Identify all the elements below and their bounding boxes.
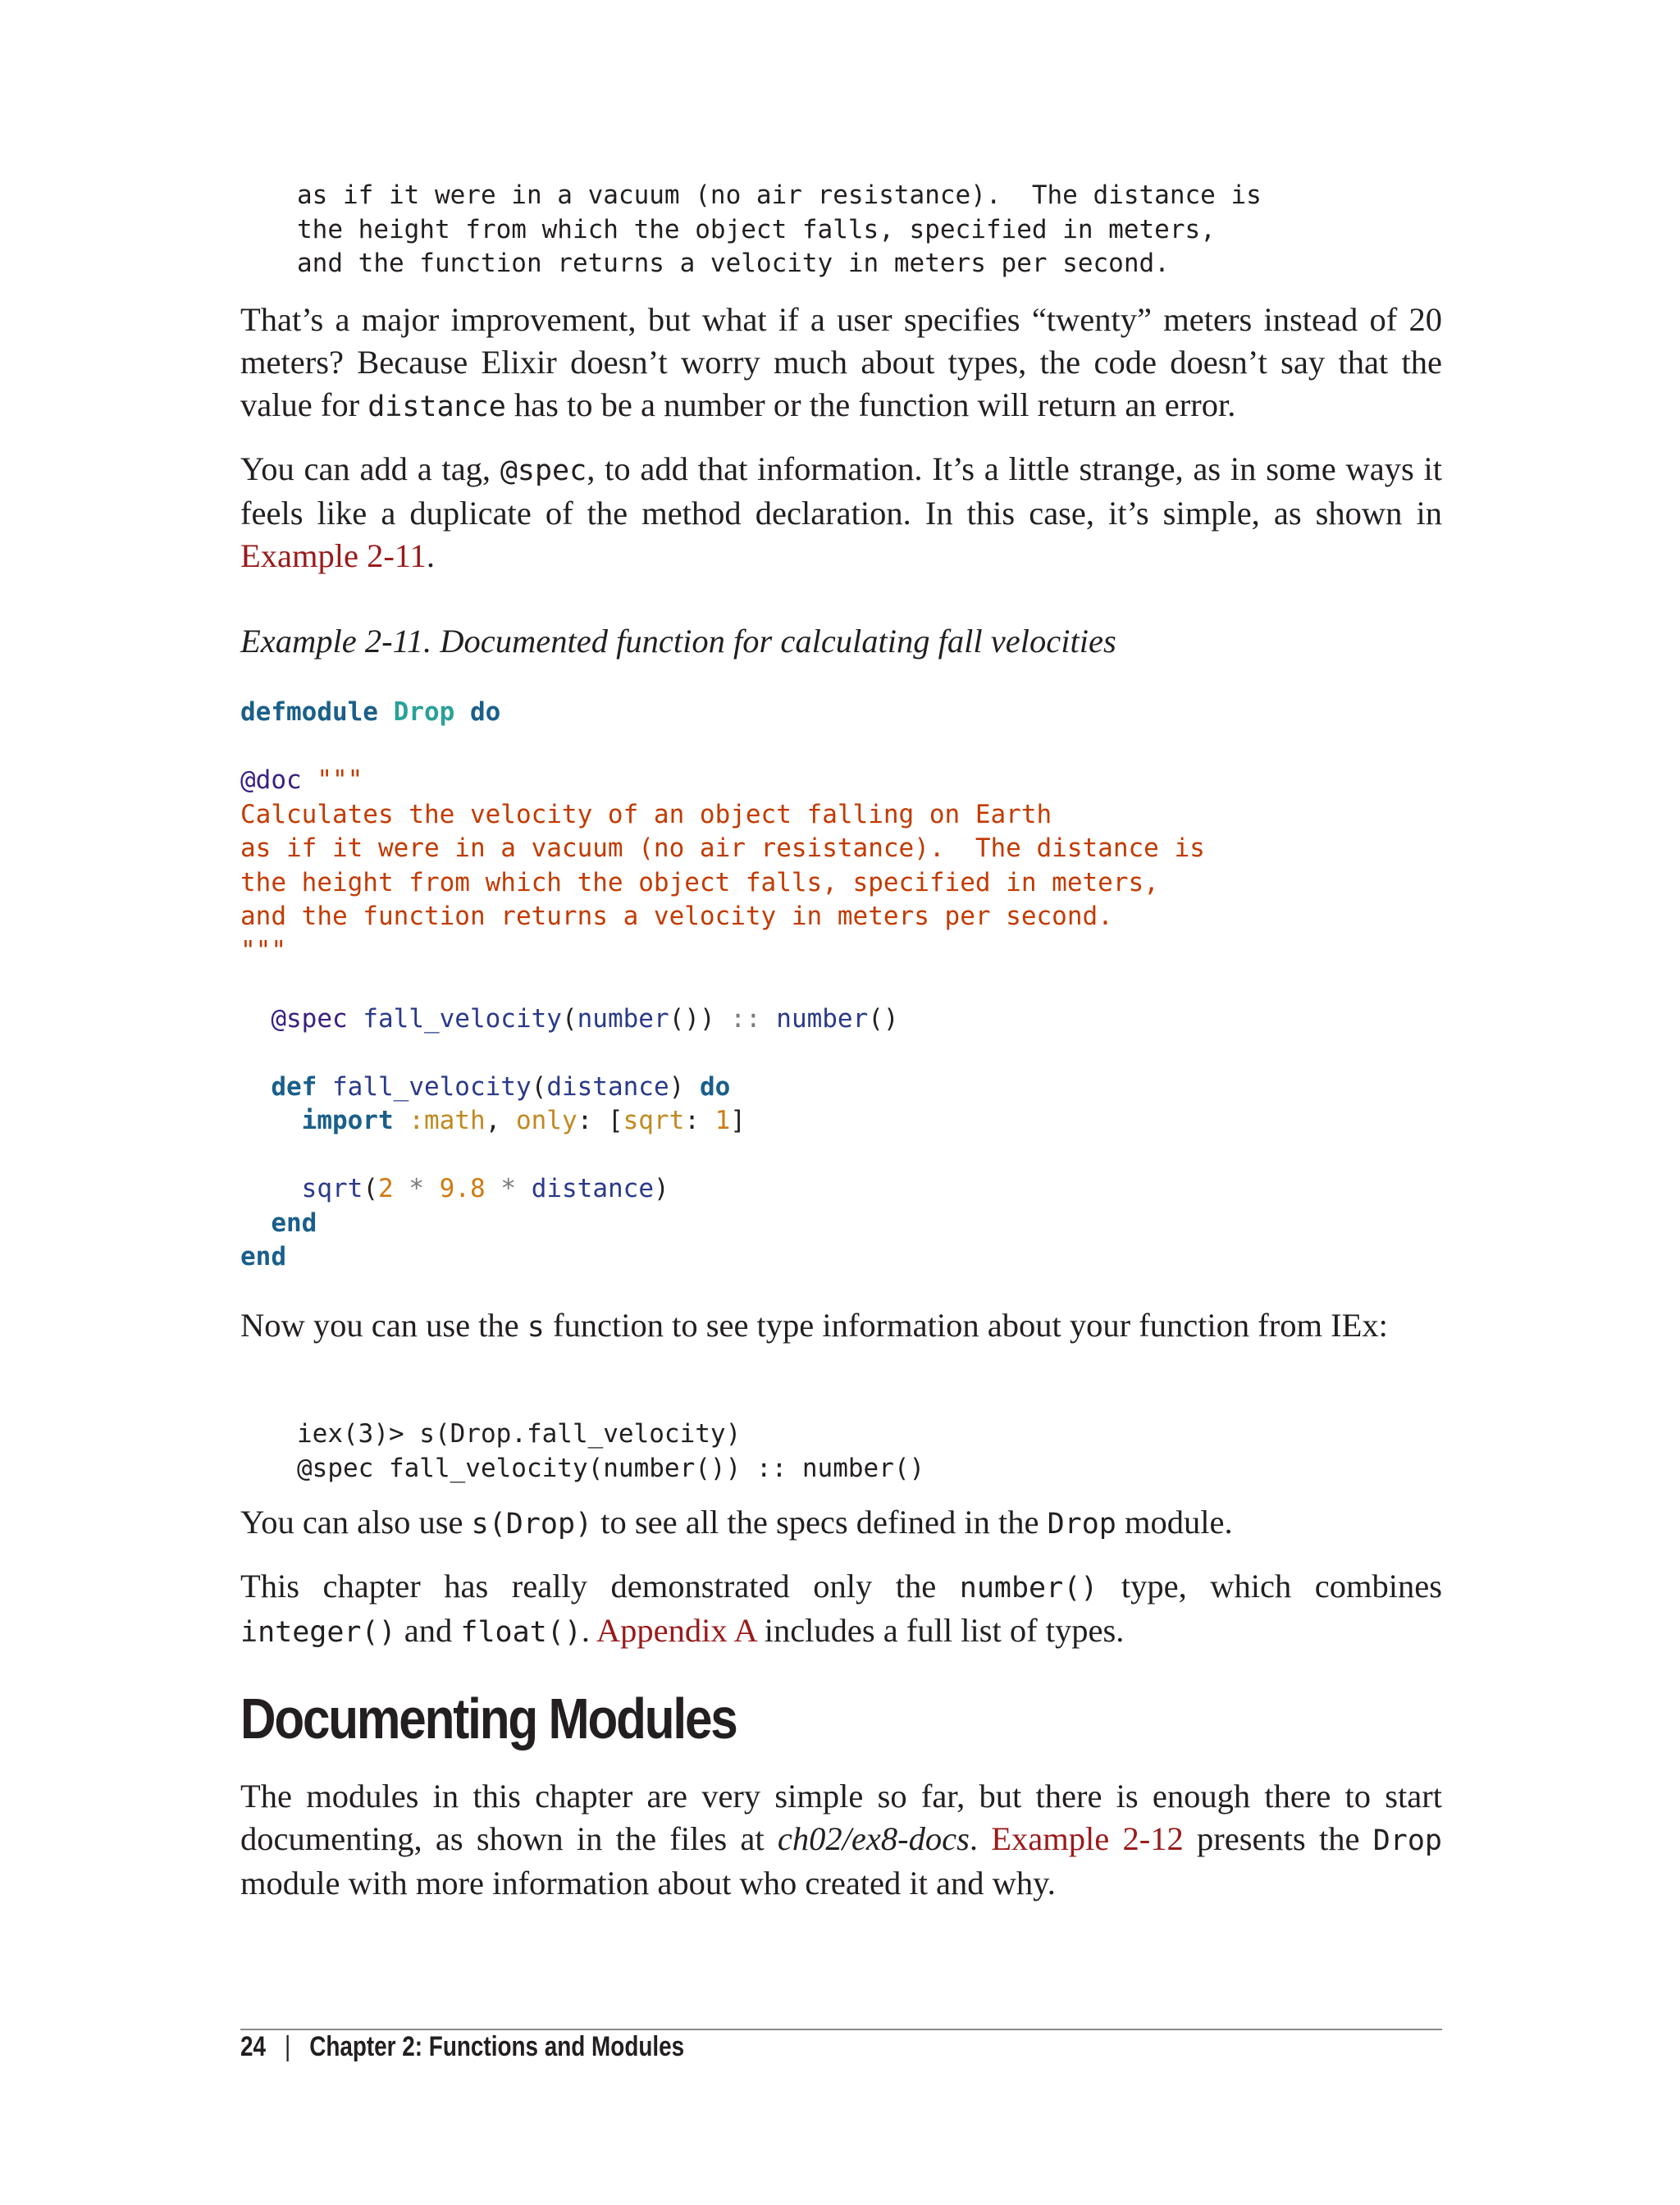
doc-line: the height from which the object falls, specified in meters,: [240, 867, 1159, 897]
function-name: sqrt: [301, 1174, 363, 1203]
text: module with more information about who created it and why.: [240, 1865, 1056, 1901]
inline-code: number(): [959, 1572, 1098, 1605]
operator: *: [409, 1174, 424, 1203]
keyword: defmodule: [240, 697, 378, 727]
variable: distance: [531, 1174, 654, 1203]
inline-code: distance: [368, 390, 506, 423]
code-example-2-11: defmodule Drop do @doc """ Calculates the velocity of an object falling on Earth as if it were in a vacuum (no air resistance). The distance is the height from which the object falls, specified in meters, and the function returns a velocity in meters per second. """ @spec fall_velocity(number()) :: number() def fall_velocity(distance) do import :math, only: [sqrt: 1] sqrt(2 * 9.8 * distance) end end: [240, 697, 1205, 1271]
operator: *: [500, 1174, 517, 1203]
inline-code: integer(): [240, 1616, 396, 1649]
text: function to see type information about your function from IEx:: [544, 1307, 1388, 1344]
text: and: [395, 1612, 461, 1649]
text: type, which combines: [1098, 1568, 1442, 1605]
spec-attribute: @spec: [271, 1003, 348, 1034]
keyword: end: [271, 1208, 317, 1238]
text: You can add a tag,: [240, 450, 500, 487]
keyword: do: [469, 697, 501, 727]
keyword: import: [301, 1106, 394, 1135]
page-footer: [240, 2026, 684, 2067]
code-line: as if it were in a vacuum (no air resistance). The distance is: [297, 180, 1262, 210]
doc-delimiter: """: [240, 935, 286, 966]
example-caption: Example 2-11. Documented function for calculating fall velocities: [240, 623, 1116, 660]
code-line: and the function returns a velocity in meters per second.: [297, 249, 1170, 278]
atom: only: [515, 1106, 578, 1135]
doc-line: as if it were in a vacuum (no air resistance). The distance is: [240, 833, 1205, 863]
example-link[interactable]: Example 2-11: [240, 537, 427, 574]
number: 9.8: [439, 1174, 486, 1203]
text: You can also use: [240, 1504, 472, 1541]
example-link[interactable]: Example 2-12: [991, 1820, 1184, 1857]
text: This chapter has really demonstrated only the: [240, 1568, 960, 1605]
iex-session: [297, 1418, 924, 1486]
footer-separator: |: [284, 2031, 291, 2062]
module-name: Drop: [393, 697, 455, 727]
text: to see all the specs defined in the: [592, 1504, 1048, 1541]
atom: :math: [409, 1106, 486, 1135]
code-block-continuation: [297, 179, 1262, 281]
text: The modules in this chapter are very simple so far, but there is enough there to start documenting, as shown in the files at: [240, 1778, 1442, 1857]
code-line: iex(3)> s(Drop.fall_velocity): [297, 1419, 742, 1449]
text: Now you can use the: [240, 1307, 527, 1344]
keyword: end: [240, 1242, 286, 1271]
paragraph-spec-tag: [240, 448, 1442, 578]
type-name: number: [776, 1003, 869, 1034]
variable: distance: [546, 1071, 669, 1102]
file-path: ch02/ex8-docs: [777, 1820, 970, 1857]
function-name: fall_velocity: [332, 1071, 532, 1102]
text: .: [426, 537, 435, 574]
doc-line: and the function returns a velocity in meters per second.: [240, 902, 1113, 931]
type-name: number: [577, 1003, 669, 1034]
inline-code: Drop: [1047, 1508, 1116, 1541]
code-line: @spec fall_velocity(number()) :: number(): [297, 1453, 925, 1483]
appendix-link[interactable]: Appendix A: [596, 1612, 756, 1649]
keyword: def: [271, 1071, 317, 1102]
text: .: [581, 1612, 596, 1649]
doc-delimiter: """: [317, 765, 363, 795]
text: .: [969, 1820, 992, 1857]
paragraph-types-problem: [240, 299, 1442, 428]
atom: sqrt: [623, 1106, 685, 1135]
text: presents the: [1183, 1820, 1373, 1857]
code-line: the height from which the object falls, specified in meters,: [297, 214, 1216, 244]
text: includes a full list of types.: [756, 1612, 1125, 1649]
doc-attribute: @doc: [240, 765, 302, 795]
page-number: 24: [240, 2031, 267, 2062]
paragraph-s-function: [240, 1304, 1442, 1349]
number: 2: [377, 1174, 394, 1203]
operator: ::: [730, 1003, 761, 1034]
function-name: fall_velocity: [363, 1003, 562, 1034]
section-heading: Documenting Modules: [240, 1687, 737, 1751]
paragraph-types: [240, 1565, 1442, 1654]
number: 1: [714, 1106, 731, 1135]
paragraph-documenting: [240, 1775, 1442, 1905]
keyword: do: [699, 1071, 731, 1102]
text: has to be a number or the function will return an error.: [505, 386, 1236, 423]
text: module.: [1116, 1504, 1233, 1541]
text: That’s a major improvement, but what if a user specifies “twenty” meters instead of 20 meters? Because Elixir doesn’t worry much about types, the code doesn’t say that the value for: [240, 301, 1442, 423]
chapter-title: Chapter 2: Functions and Modules: [309, 2031, 685, 2062]
inline-code: s: [527, 1311, 545, 1344]
inline-code: float(): [460, 1616, 582, 1649]
inline-code: @spec: [500, 454, 587, 487]
paragraph-s-drop: [240, 1501, 1442, 1545]
doc-line: Calculates the velocity of an object falling on Earth: [240, 799, 1052, 829]
inline-code: Drop: [1372, 1824, 1443, 1857]
inline-code: s(Drop): [471, 1508, 593, 1541]
text: , to add that information. It’s a little strange, as in some ways it feels like a duplicate of the method declaration. In this case, it’s simple, as shown in: [240, 450, 1442, 532]
